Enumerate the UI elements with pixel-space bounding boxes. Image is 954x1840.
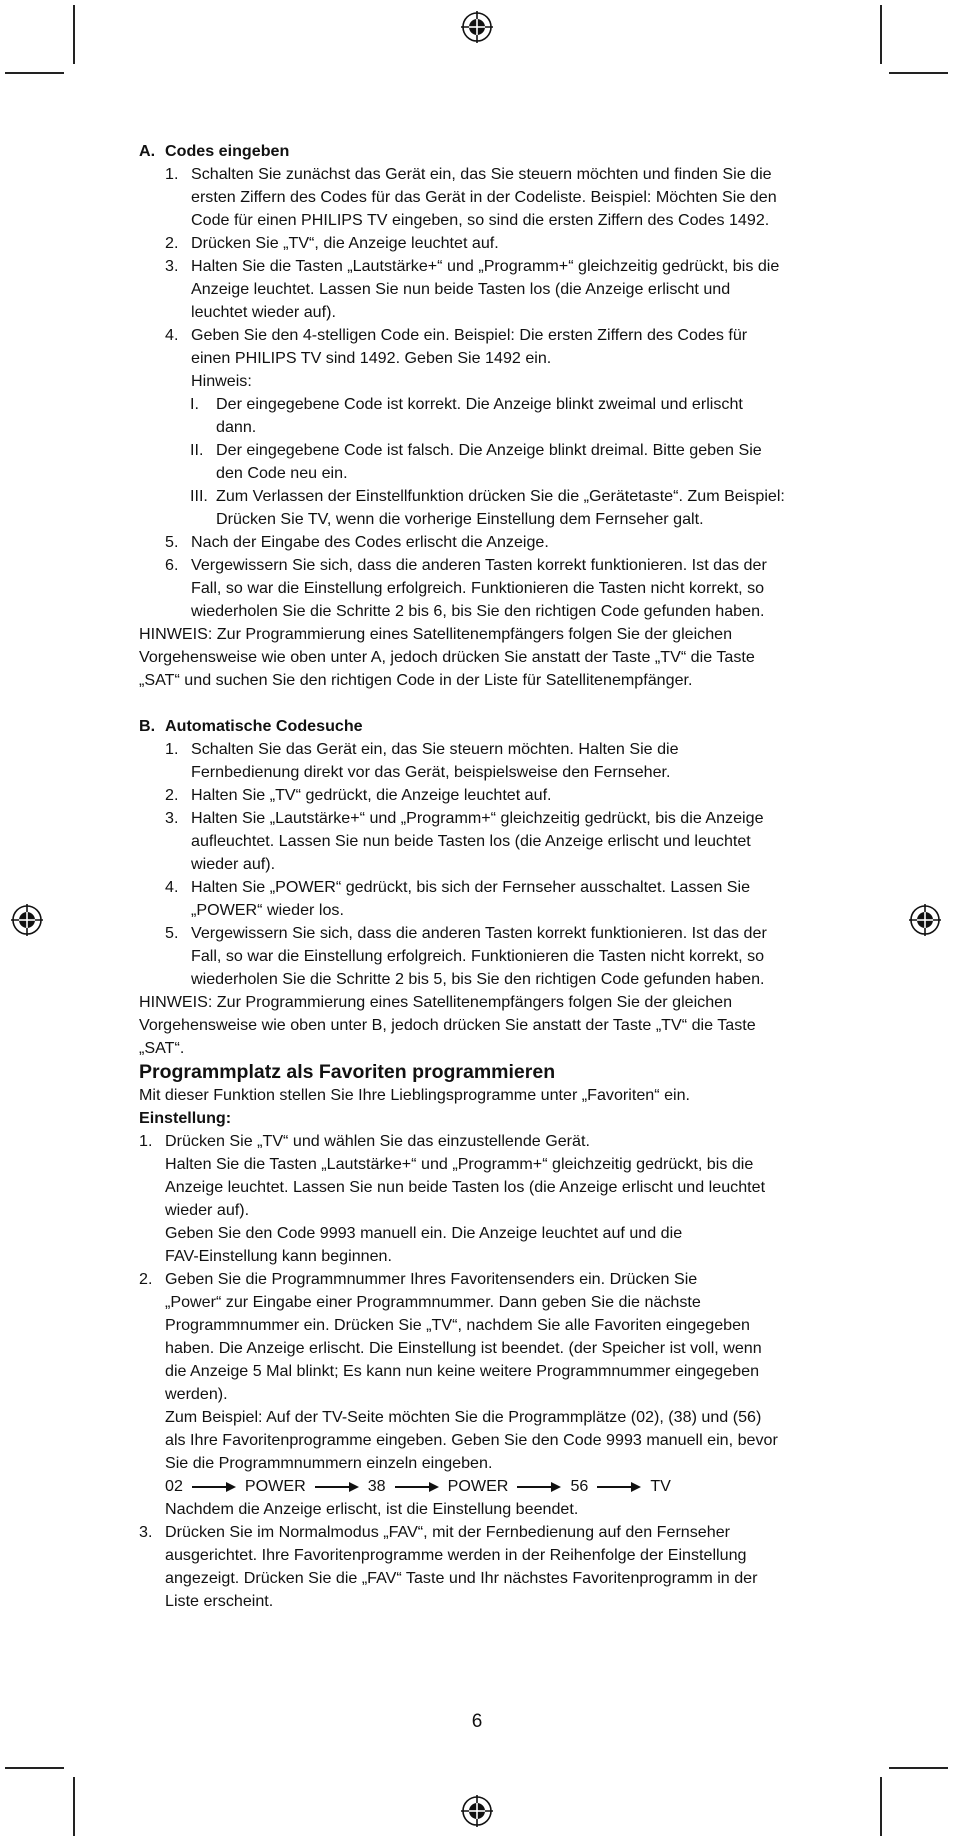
item-number: I.	[190, 395, 199, 413]
item-text-line: Fall, so war die Einstellung erfolgreich. Funktionieren die Tasten nicht korrekt, so	[191, 947, 765, 965]
favorites-step-1	[139, 1130, 819, 1268]
item-text-line: Schalten Sie das Gerät ein, das Sie steuern möchten. Halten Sie die	[191, 740, 679, 758]
crop-mark	[73, 5, 75, 64]
list-item	[139, 232, 819, 255]
arrow-right-icon	[315, 1482, 359, 1492]
hint-label: Hinweis:	[191, 372, 252, 390]
page-content	[139, 140, 819, 1613]
item-text-line: aufleuchtet. Lassen Sie nun beide Tasten los (die Anzeige erlischt und leuchtet	[191, 832, 751, 850]
note-line: „SAT“.	[139, 1039, 185, 1057]
list-item	[139, 163, 819, 232]
arrow-right-icon	[597, 1482, 641, 1492]
item-number: 5.	[165, 924, 179, 942]
step-text-line: haben. Die Anzeige erlischt. Die Einstellung ist beendet. (der Speicher ist voll, wenn	[165, 1339, 762, 1357]
item-number: 3.	[165, 257, 179, 275]
sequence-key: 38	[367, 1477, 386, 1495]
step-text-line: die Anzeige 5 Mal blinkt; Es kann nun keine weitere Programmnummer eingegeben	[165, 1362, 760, 1380]
item-number: 2.	[165, 786, 179, 804]
step-text-line: FAV-Einstellung kann beginnen.	[165, 1247, 392, 1265]
step-2-conclusion: Nachdem die Anzeige erlischt, ist die Einstellung beendet.	[165, 1500, 579, 1518]
list-item	[139, 807, 819, 876]
step-text-line: wieder auf).	[165, 1201, 250, 1219]
note-line: HINWEIS: Zur Programmierung eines Satellitenempfängers folgen Sie der gleichen	[139, 993, 733, 1011]
section-a-hints	[139, 393, 819, 531]
crop-mark	[889, 72, 948, 74]
item-text-line: Der eingegebene Code ist falsch. Die Anzeige blinkt dreimal. Bitte geben Sie	[216, 441, 762, 459]
item-text-line: den Code neu ein.	[216, 464, 348, 482]
arrow-right-icon	[395, 1482, 439, 1492]
crop-mark	[880, 1777, 882, 1836]
item-text-line: Drücken Sie TV, wenn die vorherige Einstellung dem Fernseher galt.	[216, 510, 704, 528]
crop-mark	[5, 72, 64, 74]
arrow-right-icon	[192, 1482, 236, 1492]
step-text	[165, 1268, 819, 1475]
list-item	[139, 784, 819, 807]
section-b-steps	[139, 738, 819, 991]
item-number: 5.	[165, 533, 179, 551]
hint-item	[139, 393, 819, 439]
item-number: 1.	[165, 740, 179, 758]
favorites-heading: Programmplatz als Favoriten programmieren	[139, 1061, 556, 1083]
note-line: „SAT“ und suchen Sie den richtigen Code in der Liste für Satellitenempfänger.	[139, 671, 693, 689]
crop-mark	[73, 1777, 75, 1836]
step-text-line: als Ihre Favoritenprogramme eingeben. Geben Sie den Code 9993 manuell ein, bevor	[165, 1431, 778, 1449]
step-text-line: Sie die Programmnummern einzeln eingeben.	[165, 1454, 493, 1472]
list-item	[139, 255, 819, 324]
item-text-line: Anzeige leuchtet. Lassen Sie nun beide Tasten los (die Anzeige erlischt und	[191, 280, 731, 298]
item-text-line: einen PHILIPS TV sind 1492. Geben Sie 1492 ein.	[191, 349, 552, 367]
item-number: 3.	[165, 809, 179, 827]
favorites-intro: Mit dieser Funktion stellen Sie Ihre Lieblingsprogramme unter „Favoriten“ ein.	[139, 1086, 691, 1104]
item-text-line: Halten Sie die Tasten „Lautstärke+“ und „Programm+“ gleichzeitig gedrückt, bis die	[191, 257, 780, 275]
step-text-line: Zum Beispiel: Auf der TV-Seite möchten Sie die Programmplätze (02), (38) und (56)	[165, 1408, 762, 1426]
section-a-title: Codes eingeben	[165, 142, 290, 160]
registration-mark-icon	[460, 10, 494, 44]
sequence-key: 02	[165, 1477, 183, 1495]
item-text-line: Halten Sie „POWER“ gedrückt, bis sich der Fernseher ausschaltet. Lassen Sie	[191, 878, 751, 896]
item-number: 6.	[165, 556, 179, 574]
step-text-line: Geben Sie die Programmnummer Ihres Favoritensenders ein. Drücken Sie	[165, 1270, 698, 1288]
section-b-note	[139, 991, 819, 1060]
arrow-right-icon	[517, 1482, 561, 1492]
section-a-heading	[139, 140, 819, 163]
list-item	[139, 738, 819, 784]
step-text-line: Programmnummer ein. Drücken Sie „TV“, nachdem Sie alle Favoriten eingegeben	[165, 1316, 751, 1334]
list-item	[139, 876, 819, 922]
favorites-step-3	[139, 1521, 819, 1613]
sequence-key: POWER	[447, 1477, 509, 1495]
registration-mark-icon	[460, 1794, 494, 1828]
favorites-step-2	[139, 1268, 819, 1521]
item-text-line: ersten Ziffern des Codes für das Gerät in der Codeliste. Beispiel: Möchten Sie den	[191, 188, 777, 206]
item-number: 2.	[165, 234, 179, 252]
registration-mark-icon	[908, 903, 942, 937]
section-b-heading	[139, 715, 819, 738]
page-number: 6	[471, 1711, 483, 1732]
crop-mark	[5, 1767, 64, 1769]
step-text-line: Anzeige leuchtet. Lassen Sie nun beide Tasten los (die Anzeige erlischt und leuchtet	[165, 1178, 766, 1196]
list-item	[139, 554, 819, 623]
item-text-line: wiederholen Sie die Schritte 2 bis 5, bis Sie den richtigen Code gefunden haben.	[191, 970, 765, 988]
spacer	[139, 692, 819, 715]
item-text-line: Geben Sie den 4-stelligen Code ein. Beispiel: Die ersten Ziffern des Codes für	[191, 326, 748, 344]
item-number: 4.	[165, 878, 179, 896]
step-text-line: „Power“ zur Eingabe einer Programmnummer. Dann geben Sie die nächste	[165, 1293, 701, 1311]
item-text-line: Code für einen PHILIPS TV eingeben, so sind die ersten Ziffern des Codes 1492.	[191, 211, 770, 229]
hint-item	[139, 485, 819, 531]
item-text-line: leuchtet wieder auf).	[191, 303, 336, 321]
registration-mark-icon	[10, 903, 44, 937]
setup-label: Einstellung:	[139, 1109, 232, 1127]
step-text-line: ausgerichtet. Ihre Favoritenprogramme werden in der Reihenfolge der Einstellung	[165, 1546, 747, 1564]
item-text-line: Zum Verlassen der Einstellfunktion drücken Sie die „Gerätetaste“. Zum Beispiel:	[216, 487, 785, 505]
section-b-title: Automatische Codesuche	[165, 717, 363, 735]
step-text-line: Drücken Sie „TV“ und wählen Sie das einzustellende Gerät.	[165, 1132, 590, 1150]
step-number: 2.	[139, 1270, 153, 1288]
item-text-line: dann.	[216, 418, 257, 436]
step-text-line: angezeigt. Drücken Sie die „FAV“ Taste und Ihr nächstes Favoritenprogramm in der	[165, 1569, 758, 1587]
item-text-line: Nach der Eingabe des Codes erlischt die Anzeige.	[191, 533, 549, 551]
note-line: Vorgehensweise wie oben unter A, jedoch drücken Sie anstatt der Taste „TV“ die Taste	[139, 648, 755, 666]
step-text	[165, 1521, 819, 1613]
step-text-line: Liste erscheint.	[165, 1592, 274, 1610]
list-item	[139, 324, 819, 370]
note-line: HINWEIS: Zur Programmierung eines Satellitenempfängers folgen Sie der gleichen	[139, 625, 733, 643]
item-text-line: Vergewissern Sie sich, dass die anderen Tasten korrekt funktionieren. Ist das der	[191, 556, 767, 574]
section-b-letter: B.	[139, 717, 156, 735]
item-text-line: wiederholen Sie die Schritte 2 bis 6, bis Sie den richtigen Code gefunden haben.	[191, 602, 765, 620]
sequence-key: TV	[650, 1477, 671, 1495]
item-number: 1.	[165, 165, 179, 183]
step-text-line: Halten Sie die Tasten „Lautstärke+“ und „Programm+“ gleichzeitig gedrückt, bis die	[165, 1155, 754, 1173]
item-text-line: Vergewissern Sie sich, dass die anderen Tasten korrekt funktionieren. Ist das der	[191, 924, 767, 942]
item-text-line: Fernbedienung direkt vor das Gerät, beispielsweise den Fernseher.	[191, 763, 671, 781]
section-a-letter: A.	[139, 142, 156, 160]
section-a-steps	[139, 163, 819, 370]
sequence-key: POWER	[244, 1477, 306, 1495]
list-item	[139, 531, 819, 554]
crop-mark	[889, 1767, 948, 1769]
step-text-line: Drücken Sie im Normalmodus „FAV“, mit der Fernbedienung auf den Fernseher	[165, 1523, 731, 1541]
item-text-line: Schalten Sie zunächst das Gerät ein, das Sie steuern möchten und finden Sie die	[191, 165, 772, 183]
item-number: II.	[190, 441, 204, 459]
hint-item	[139, 439, 819, 485]
step-number: 1.	[139, 1132, 153, 1150]
item-text-line: „POWER“ wieder los.	[191, 901, 344, 919]
item-text-line: Drücken Sie „TV“, die Anzeige leuchtet auf.	[191, 234, 499, 252]
section-a-note	[139, 623, 819, 692]
item-text-line: wieder auf).	[191, 855, 276, 873]
note-line: Vorgehensweise wie oben unter B, jedoch drücken Sie anstatt der Taste „TV“ die Taste	[139, 1016, 756, 1034]
item-number: III.	[190, 487, 208, 505]
step-number: 3.	[139, 1523, 153, 1541]
item-text-line: Der eingegebene Code ist korrekt. Die Anzeige blinkt zweimal und erlischt	[216, 395, 743, 413]
section-a-steps-after	[139, 531, 819, 623]
crop-mark	[880, 5, 882, 64]
key-sequence	[165, 1475, 819, 1498]
step-text-line: Geben Sie den Code 9993 manuell ein. Die Anzeige leuchtet auf und die	[165, 1224, 683, 1242]
item-text-line: Fall, so war die Einstellung erfolgreich. Funktionieren die Tasten nicht korrekt, so	[191, 579, 765, 597]
list-item	[139, 922, 819, 991]
item-text-line: Halten Sie „TV“ gedrückt, die Anzeige leuchtet auf.	[191, 786, 552, 804]
sequence-key: 56	[570, 1477, 589, 1495]
item-text-line: Halten Sie „Lautstärke+“ und „Programm+“ gleichzeitig gedrückt, bis die Anzeige	[191, 809, 764, 827]
step-text-line: werden).	[165, 1385, 228, 1403]
step-text	[165, 1130, 819, 1268]
item-number: 4.	[165, 326, 179, 344]
